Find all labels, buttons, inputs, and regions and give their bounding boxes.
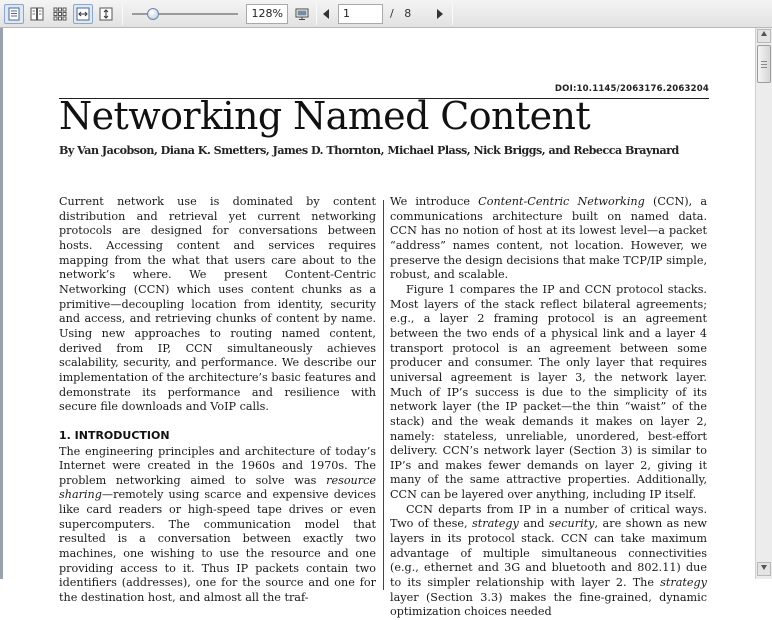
current-page-field[interactable]: 1 [338,4,383,24]
fit-width-icon [76,7,90,21]
zoom-level-field[interactable]: 128% [246,4,288,24]
doi-label: DOI:10.1145/2063176.2063204 [554,84,709,94]
grip-line [761,64,767,65]
single-page-view-button[interactable] [4,4,24,24]
section-heading-introduction: 1. INTRODUCTION [59,428,170,442]
intro-paragraph: The engineering principles and architecture of today’s Internet were created in the 1960s and 1970s. The problem networking aimed to solve was resource sharing—remotely using scarce and expensive devices like card readers or high-speed tape drives or even supercomputers. The communication model that resulted is a conversation between exactly two machines, one wishing to use the resource and one providing access to it. Thus IP packets contain two identifiers (addresses), one for the source and one for the destination host, and almost all the traf- [59,444,376,605]
column-divider [383,200,384,590]
triangle-up-icon [760,30,768,38]
two-page-view-icon [30,7,44,21]
single-page-view-icon [7,7,21,21]
left-column [59,195,376,606]
right-paragraph-3: CCN departs from IP in a number of critical ways. Two of these, strategy and security, are shown as new layers in its protocol stack. CCN can take maximum advantage of multiple simultaneous connectivities (e.g., ethernet and 3G and bluetooth and 802.11) due to its simpler relationship with layer 2. The strategy layer (Section 3.3) makes the fine-grained, dynamic optimization choices needed [390,502,707,619]
thumbnail-grid-view-button[interactable] [50,4,70,24]
right-column [390,195,707,620]
viewer-toolbar [0,0,772,28]
fit-height-button[interactable] [96,4,116,24]
zoom-slider-thumb[interactable] [147,8,159,20]
triangle-left-icon [321,8,331,20]
toolbar-separator [452,3,453,25]
toolbar-separator [122,3,123,25]
vertical-scrollbar[interactable] [755,28,772,579]
toolbar-separator [316,3,317,25]
scroll-up-button[interactable] [757,29,771,43]
fit-height-icon [99,7,113,21]
triangle-down-icon [760,563,768,571]
paper-authors: By Van Jacobson, Diana K. Smetters, James D. Thornton, Michael Plass, Nick Briggs, and Rebecca Braynard [59,144,679,157]
two-page-view-button[interactable] [27,4,47,24]
triangle-right-icon [435,8,445,20]
scroll-down-button[interactable] [757,562,771,576]
abstract-paragraph: Current network use is dominated by content distribution and retrieval yet current networking protocols are designed for conversations between hosts. Accessing content and services requires mapping from the what that users care about to the network’s where. We present Content-Centric Networking (CCN) which uses content chunks as a primitive—decoupling location from identity, security and access, and retrieving chunks of content by name. Using new approaches to routing named content, derived from IP, CCN simultaneously achieves scalability, security, and performance. We describe our implementation of the architecture’s basic features and demonstrate its performance and resilience with secure file downloads and VoIP calls. [59,195,376,414]
thumbnail-grid-view-icon [53,7,67,21]
previous-page-button[interactable] [318,4,334,24]
next-page-button[interactable] [432,4,448,24]
paper-title: Networking Named Content [59,94,590,138]
grip-line [761,67,767,68]
right-paragraph-1: We introduce Content-Centric Networking (CCN), a communications architecture built on named data. CCN has no notion of host at its lowest level—a packet “address” names content, not location. However, we preserve the design decisions that make TCP/IP simple, robust, and scalable. [390,195,707,282]
right-paragraph-2: Figure 1 compares the IP and CCN protocol stacks. Most layers of the stack reflect bilateral agreements; e.g., a layer 2 framing protocol is an agreement between the two ends of a physical link and a layer 4 transport protocol is an agreement between some producer and consumer. The only layer that requires universal agreement is layer 3, the network layer. Much of IP’s success is due to the simplicity of its network layer (the IP packet—the thin “waist” of the stack) and the weak demands it makes on layer 2, namely: stateless, unreliable, unordered, best-effort delivery. CCN’s network layer (Section 3) is similar to IP’s and makes fewer demands on layer 2, giving it many of the same attractive properties. Additionally, CCN can be layered over anything, including IP itself. [390,282,707,502]
grip-line [761,61,767,62]
document-viewport[interactable] [0,28,755,619]
scrollbar-thumb[interactable] [757,45,771,83]
monitor-icon [295,7,309,21]
fit-width-button[interactable] [73,4,93,24]
presentation-mode-button[interactable] [292,4,312,24]
page-total-label: / 8 [390,7,412,20]
